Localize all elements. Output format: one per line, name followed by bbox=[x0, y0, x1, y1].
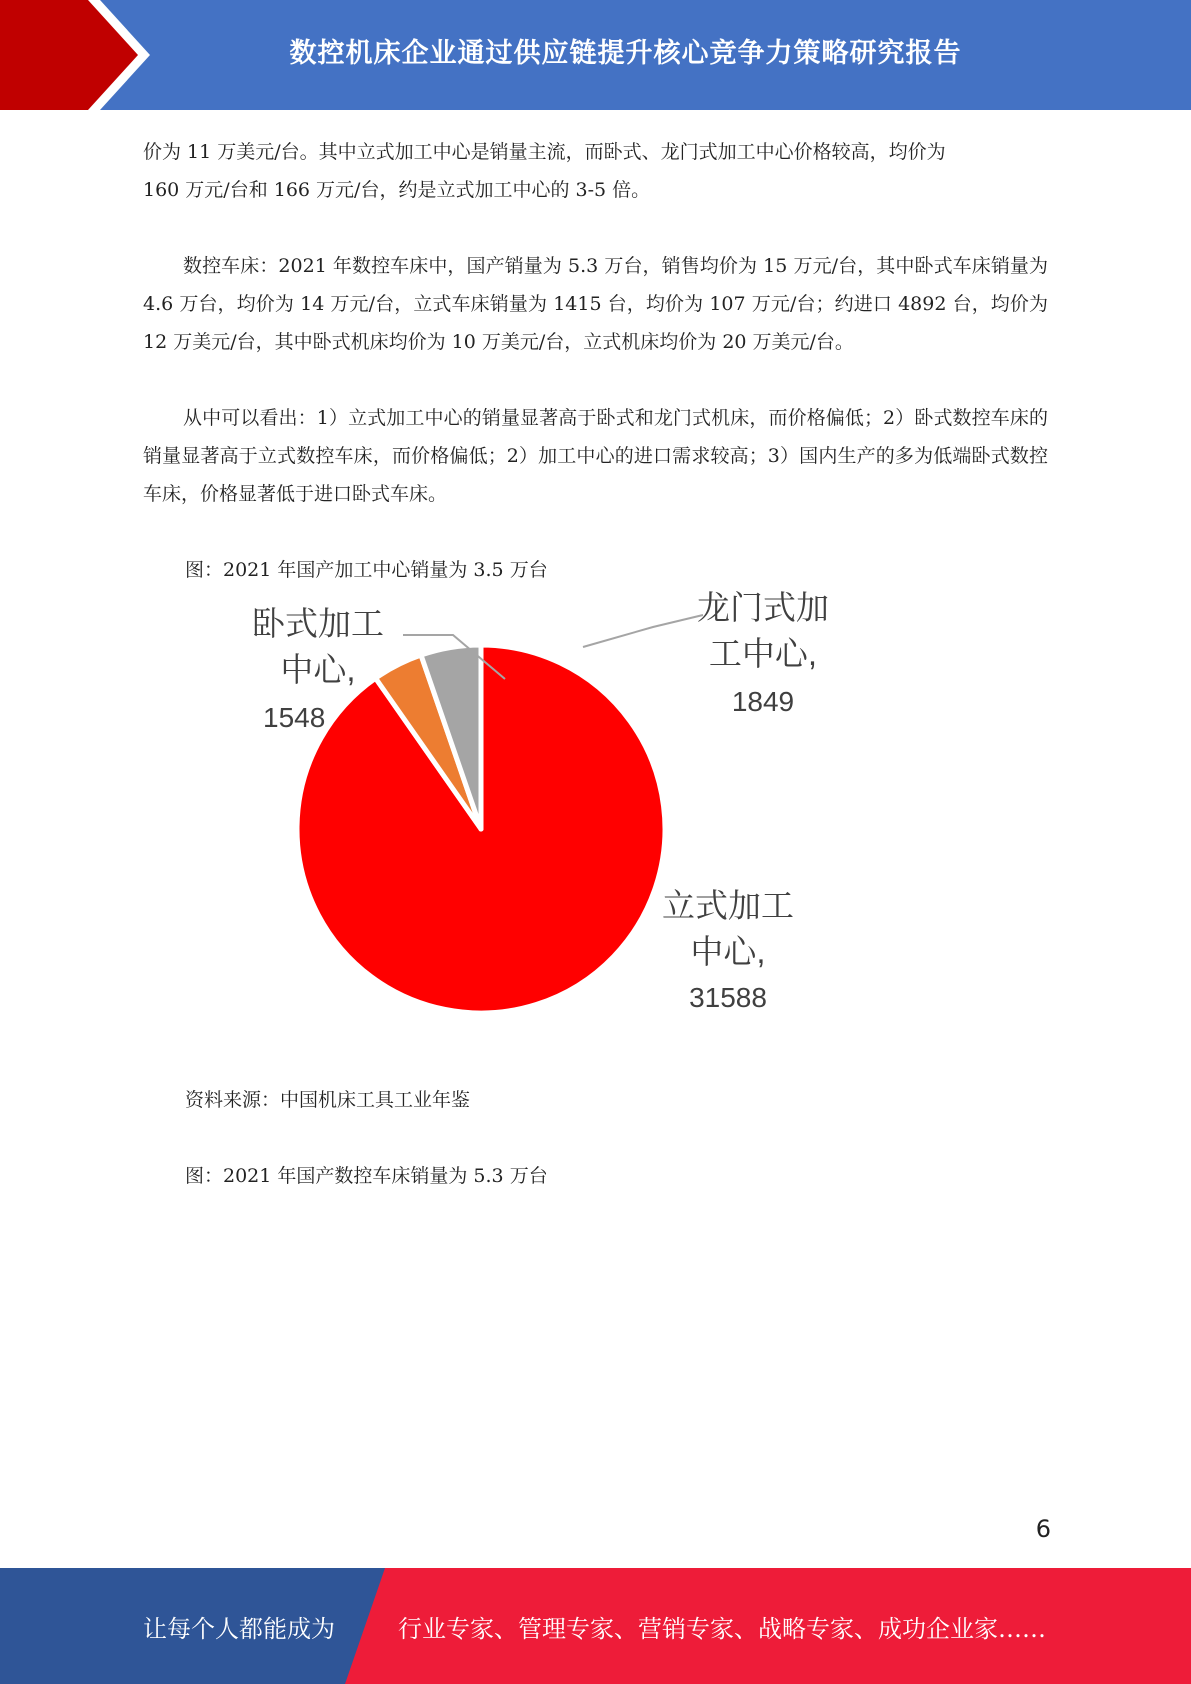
page-footer bbox=[0, 1568, 1191, 1684]
label-gantry-value: 1849 bbox=[731, 686, 795, 717]
paragraph-conclusion: 从中可以看出：1）立式加工中心的销量显著高于卧式和龙门式机床，而价格偏低；2）卧式数控车床的销量显著高于立式数控车床，而价格偏低；2）加工中心的进口需求较高；3）国内生产的多为低端卧式数控车床，价格显著低于进口卧式车床。 bbox=[143, 407, 1048, 505]
page-number: 6 bbox=[1035, 1515, 1051, 1543]
page-content bbox=[143, 133, 1048, 1195]
paragraph-1-line-2: 160 万元/台和 166 万元/台，约是立式加工中心的 3-5 倍。 bbox=[143, 179, 651, 201]
label-gantry-line1: 龙门式加 bbox=[697, 589, 829, 626]
label-vertical-value: 31588 bbox=[689, 982, 767, 1013]
report-title: 数控机床企业通过供应链提升核心竞争力策略研究报告 bbox=[289, 37, 962, 69]
label-gantry-line2: 工中心, bbox=[708, 635, 818, 672]
label-vertical-line1: 立式加工 bbox=[662, 887, 794, 924]
leader-line-gantry bbox=[583, 615, 703, 647]
label-horizontal-line1: 卧式加工 bbox=[252, 605, 384, 642]
footer-slogan-left: 让每个人都能成为 bbox=[143, 1614, 335, 1643]
pie-chart-svg bbox=[143, 589, 1048, 1059]
label-vertical-line2: 中心, bbox=[690, 933, 766, 970]
machining-center-pie-chart bbox=[143, 589, 1048, 1059]
figure-1-source: 资料来源：中国机床工具工业年鉴 bbox=[185, 1089, 471, 1111]
paragraph-cnc-lathe: 数控车床：2021 年数控车床中，国产销量为 5.3 万台，销售均价为 15 万元/台，其中卧式车床销量为 4.6 万台，均价为 14 万元/台，立式车床销量为 1415 台，均价为 107 万元/台；约进口 4892 台，均价为 12 万美元/台，其中卧式机床均价为 10 万美元/台，立式机床均价为 20 万美元/台。 bbox=[143, 255, 1048, 353]
label-horizontal-value: 1548 bbox=[263, 702, 326, 733]
footer-slogan-right: 行业专家、管理专家、营销专家、战略专家、成功企业家…… bbox=[398, 1614, 1046, 1643]
figure-1-caption: 图：2021 年国产加工中心销量为 3.5 万台 bbox=[185, 559, 548, 581]
paragraph-1-line-1: 价为 11 万美元/台。其中立式加工中心是销量主流，而卧式、龙门式加工中心价格较高，均价为 bbox=[143, 141, 946, 163]
label-horizontal-line2: 中心, bbox=[280, 651, 356, 688]
page-header bbox=[0, 0, 1191, 110]
figure-2-caption: 图：2021 年国产数控车床销量为 5.3 万台 bbox=[185, 1165, 548, 1187]
